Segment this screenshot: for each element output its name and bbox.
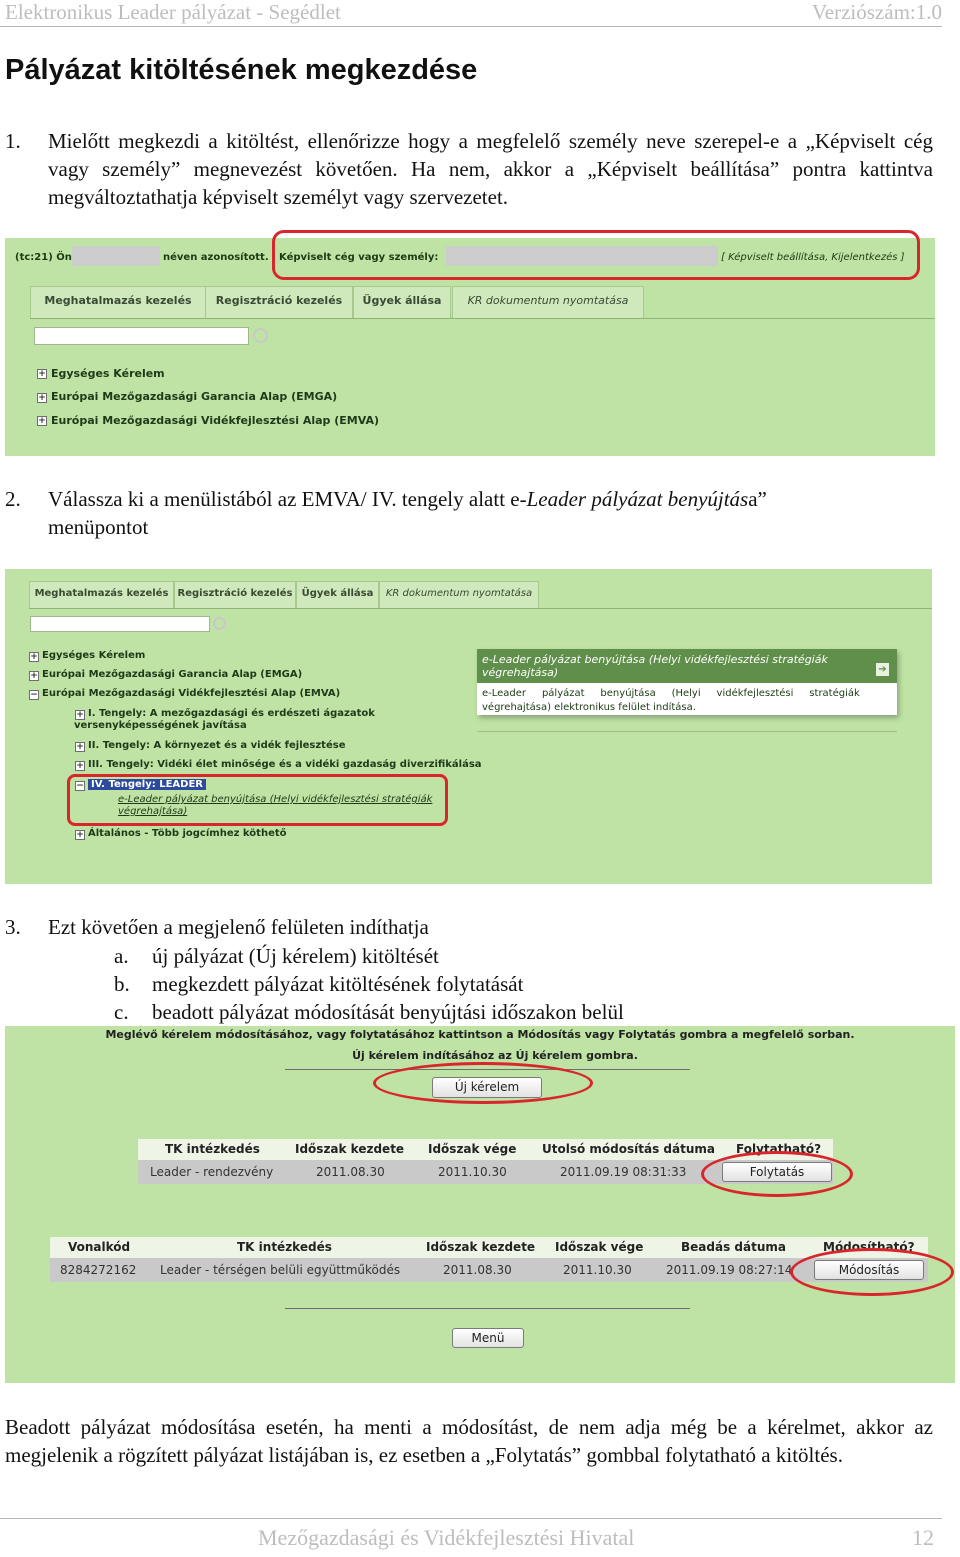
tab-divider: [29, 608, 932, 609]
info-line-1: Meglévő kérelem módosításához, vagy folytatásához kattintson a Módosítás vagy Folytatás gombra a megfelelő sorban.: [105, 1028, 855, 1041]
expand-icon[interactable]: +: [76, 830, 84, 840]
arrow-right-icon[interactable]: ➔: [876, 663, 889, 676]
page-header: [0, 0, 942, 27]
col-vonalkod: Vonalkód: [68, 1240, 131, 1254]
cell-modified: 2011.09.19 08:31:33: [560, 1165, 687, 1179]
tree-item-emga[interactable]: Európai Mezőgazdasági Garancia Alap (EMGA): [42, 669, 303, 680]
header-version: Verziószám:1.0: [811, 0, 942, 24]
expand-icon[interactable]: +: [30, 652, 38, 662]
step3-c-label: c.: [114, 1000, 129, 1024]
step1-number: 1.: [5, 129, 21, 153]
page-footer: [0, 1518, 942, 1550]
highlight-modify-button: [790, 1248, 954, 1296]
col-tk-intezkedes: TK intézkedés: [237, 1240, 332, 1254]
step3-a-text: új pályázat (Új kérelem) kitöltését: [152, 944, 439, 968]
collapse-icon[interactable]: −: [76, 781, 84, 791]
footer-organization: Mezőgazdasági és Vidékfejlesztési Hivatal: [258, 1525, 635, 1550]
menu-button[interactable]: Menü: [452, 1328, 524, 1348]
col-folytathato: Folytatható?: [736, 1142, 822, 1156]
highlight-new-button: [373, 1062, 593, 1104]
step2-text-a: Válassza ki a menülistából az EMVA/ IV. tengely alatt e-: [48, 487, 527, 511]
tree-item-egyseges[interactable]: Egységes Kérelem: [51, 367, 165, 380]
cell-start: 2011.08.30: [316, 1165, 385, 1179]
tree-item-tengely2[interactable]: II. Tengely: A környezet és a vidék fejlesztése: [88, 740, 346, 751]
menu-item-eleader[interactable]: e-Leader pályázat benyújtása (Helyi vidékfejlesztési stratégiák: [118, 794, 433, 805]
tab-kr-dokumentum[interactable]: KR dokumentum nyomtatása: [452, 286, 644, 318]
col-utolso-modositas: Utolsó módosítás dátuma: [542, 1142, 715, 1156]
expand-icon[interactable]: +: [76, 761, 84, 771]
divider: [285, 1308, 690, 1309]
redacted-name: [72, 246, 160, 266]
step2-text-d: menüpontot: [48, 515, 149, 539]
col-beadas-datuma: Beadás dátuma: [681, 1240, 786, 1254]
cell-submitted: 2011.09.19 08:27:14: [666, 1263, 793, 1277]
tooltip-eleader: [477, 649, 897, 715]
screenshot-application-list: [5, 1026, 955, 1383]
tab-ugyek[interactable]: Ügyek állása: [296, 581, 379, 608]
expand-icon[interactable]: +: [38, 416, 46, 426]
modify-button[interactable]: Módosítás: [814, 1260, 924, 1280]
tab-ugyek[interactable]: Ügyek állása: [353, 286, 451, 318]
auth-label: néven azonosított.: [163, 252, 269, 263]
col-modosithato: Módosítható?: [823, 1240, 915, 1254]
step1-text: Mielőtt megkezdi a kitöltést, ellenőrizze hogy a megfelelő személy neve szerepel-e a „Képviselt cég vagy személy” megnevezést követően. Ha nem, akkor a „Képviselt beállítása” pontra kattintva megváltoztathatja képviselt személyt vagy szervezetet.: [48, 129, 933, 209]
expand-icon[interactable]: +: [76, 742, 84, 752]
page-number: 12: [912, 1525, 934, 1550]
tab-kr-dokumentum[interactable]: KR dokumentum nyomtatása: [379, 581, 539, 608]
new-application-button[interactable]: Új kérelem: [432, 1077, 542, 1098]
col-idoszak-kezdete: Időszak kezdete: [295, 1142, 405, 1156]
tree-item-tengely1[interactable]: I. Tengely: A mezőgazdasági és erdészeti ágazatok: [88, 708, 375, 719]
col-idoszak-kezdete: Időszak kezdete: [426, 1240, 536, 1254]
tooltip-title: e-Leader pályázat benyújtása (Helyi vidékfejlesztési stratégiák végrehajtása): [482, 653, 828, 679]
step3-b-label: b.: [114, 972, 130, 996]
step2-text: [48, 485, 933, 541]
highlight-eleader: [67, 774, 448, 826]
expand-icon[interactable]: +: [76, 710, 84, 720]
step2-text-c: a”: [748, 487, 767, 511]
represented-label: Képviselt cég vagy személy:: [279, 252, 439, 263]
expand-icon[interactable]: +: [38, 393, 46, 403]
collapse-icon[interactable]: −: [30, 690, 38, 700]
cell-end: 2011.10.30: [438, 1165, 507, 1179]
search-icon[interactable]: [213, 617, 226, 630]
tab-meghatalmazas[interactable]: Meghatalmazás kezelés: [30, 286, 206, 318]
col-tk-intezkedes: TK intézkedés: [165, 1142, 260, 1156]
col-idoszak-vege: Időszak vége: [428, 1142, 517, 1156]
cell-start: 2011.08.30: [443, 1263, 512, 1277]
highlight-continue-button: [701, 1151, 853, 1197]
tab-regisztracio[interactable]: Regisztráció kezelés: [205, 286, 353, 318]
tooltip-body-1: e-Leader pályázat benyújtása (Helyi vidékfejlesztési stratégiák: [482, 688, 860, 699]
cell-tk: Leader - térségen belüli együttműködés: [160, 1263, 401, 1277]
expand-icon[interactable]: +: [38, 369, 46, 379]
tree-item-leader[interactable]: IV. Tengely: LEADER: [88, 779, 206, 790]
tooltip-body-2: végrehajtása) elektronikus felület indítása.: [482, 702, 696, 713]
menu-item-eleader-cont[interactable]: végrehajtása): [118, 806, 188, 817]
tree-item-altalanos[interactable]: Általános - Több jogcímhez köthető: [88, 828, 287, 839]
step2-text-b: Leader pályázat benyújtás: [526, 487, 749, 511]
tooltip-divider: [477, 731, 897, 732]
highlight-represented: [272, 230, 920, 280]
search-input[interactable]: [34, 327, 249, 345]
page-title: Pályázat kitöltésének megkezdése: [5, 54, 478, 86]
continue-button[interactable]: Folytatás: [722, 1162, 832, 1182]
screenshot-emva-menu: [5, 569, 932, 884]
col-idoszak-vege: Időszak vége: [555, 1240, 644, 1254]
cell-tk: Leader - rendezvény: [150, 1165, 274, 1179]
tree-item-egyseges[interactable]: Egységes Kérelem: [42, 650, 146, 661]
tree-item-emva[interactable]: Európai Mezőgazdasági Vidékfejlesztési Alap (EMVA): [51, 414, 380, 427]
header-left: Elektronikus Leader pályázat - Segédlet: [5, 0, 341, 24]
info-line-2: Új kérelem indításához az Új kérelem gombra.: [352, 1049, 638, 1062]
tab-divider: [30, 318, 935, 319]
tc-label: (tc:21) Ön: [15, 252, 72, 263]
tree-item-emga[interactable]: Európai Mezőgazdasági Garancia Alap (EMGA): [51, 390, 338, 403]
step2-number: 2.: [5, 487, 21, 511]
represented-links[interactable]: [ Képviselt beállítása, Kijelentkezés ]: [721, 252, 905, 263]
expand-icon[interactable]: +: [30, 671, 38, 681]
tab-meghatalmazas[interactable]: Meghatalmazás kezelés: [29, 581, 174, 608]
step3-number: 3.: [5, 915, 21, 939]
search-icon[interactable]: [253, 328, 268, 343]
step3-c-text: beadott pályázat módosítását benyújtási időszakon belül: [152, 1000, 624, 1024]
search-input[interactable]: [30, 616, 210, 632]
step3-text: Ezt követően a megjelenő felületen indíthatja: [48, 915, 429, 939]
screenshot-login-menu: [5, 238, 935, 456]
tree-item-tengely1-cont[interactable]: versenyképességének javítása: [74, 720, 247, 731]
tree-item-tengely3[interactable]: III. Tengely: Vidéki élet minősége és a vidéki gazdaság diverzifikálása: [88, 759, 482, 770]
step3-b-text: megkezdett pályázat kitöltésének folytatását: [152, 972, 524, 996]
tree-item-emva[interactable]: Európai Mezőgazdasági Vidékfejlesztési Alap (EMVA): [42, 688, 341, 699]
step3-a-label: a.: [114, 944, 129, 968]
tab-regisztracio[interactable]: Regisztráció kezelés: [174, 581, 296, 608]
closing-paragraph: Beadott pályázat módosítása esetén, ha menti a módosítást, de nem adja még be a kérelmet, akkor az megjelenik a rögzített pályázat listájában is, ez esetben a „Folytatás” gombbal folytatható a kitöltés.: [5, 1415, 933, 1467]
cell-end: 2011.10.30: [563, 1263, 632, 1277]
cell-barcode: 8284272162: [60, 1263, 137, 1277]
